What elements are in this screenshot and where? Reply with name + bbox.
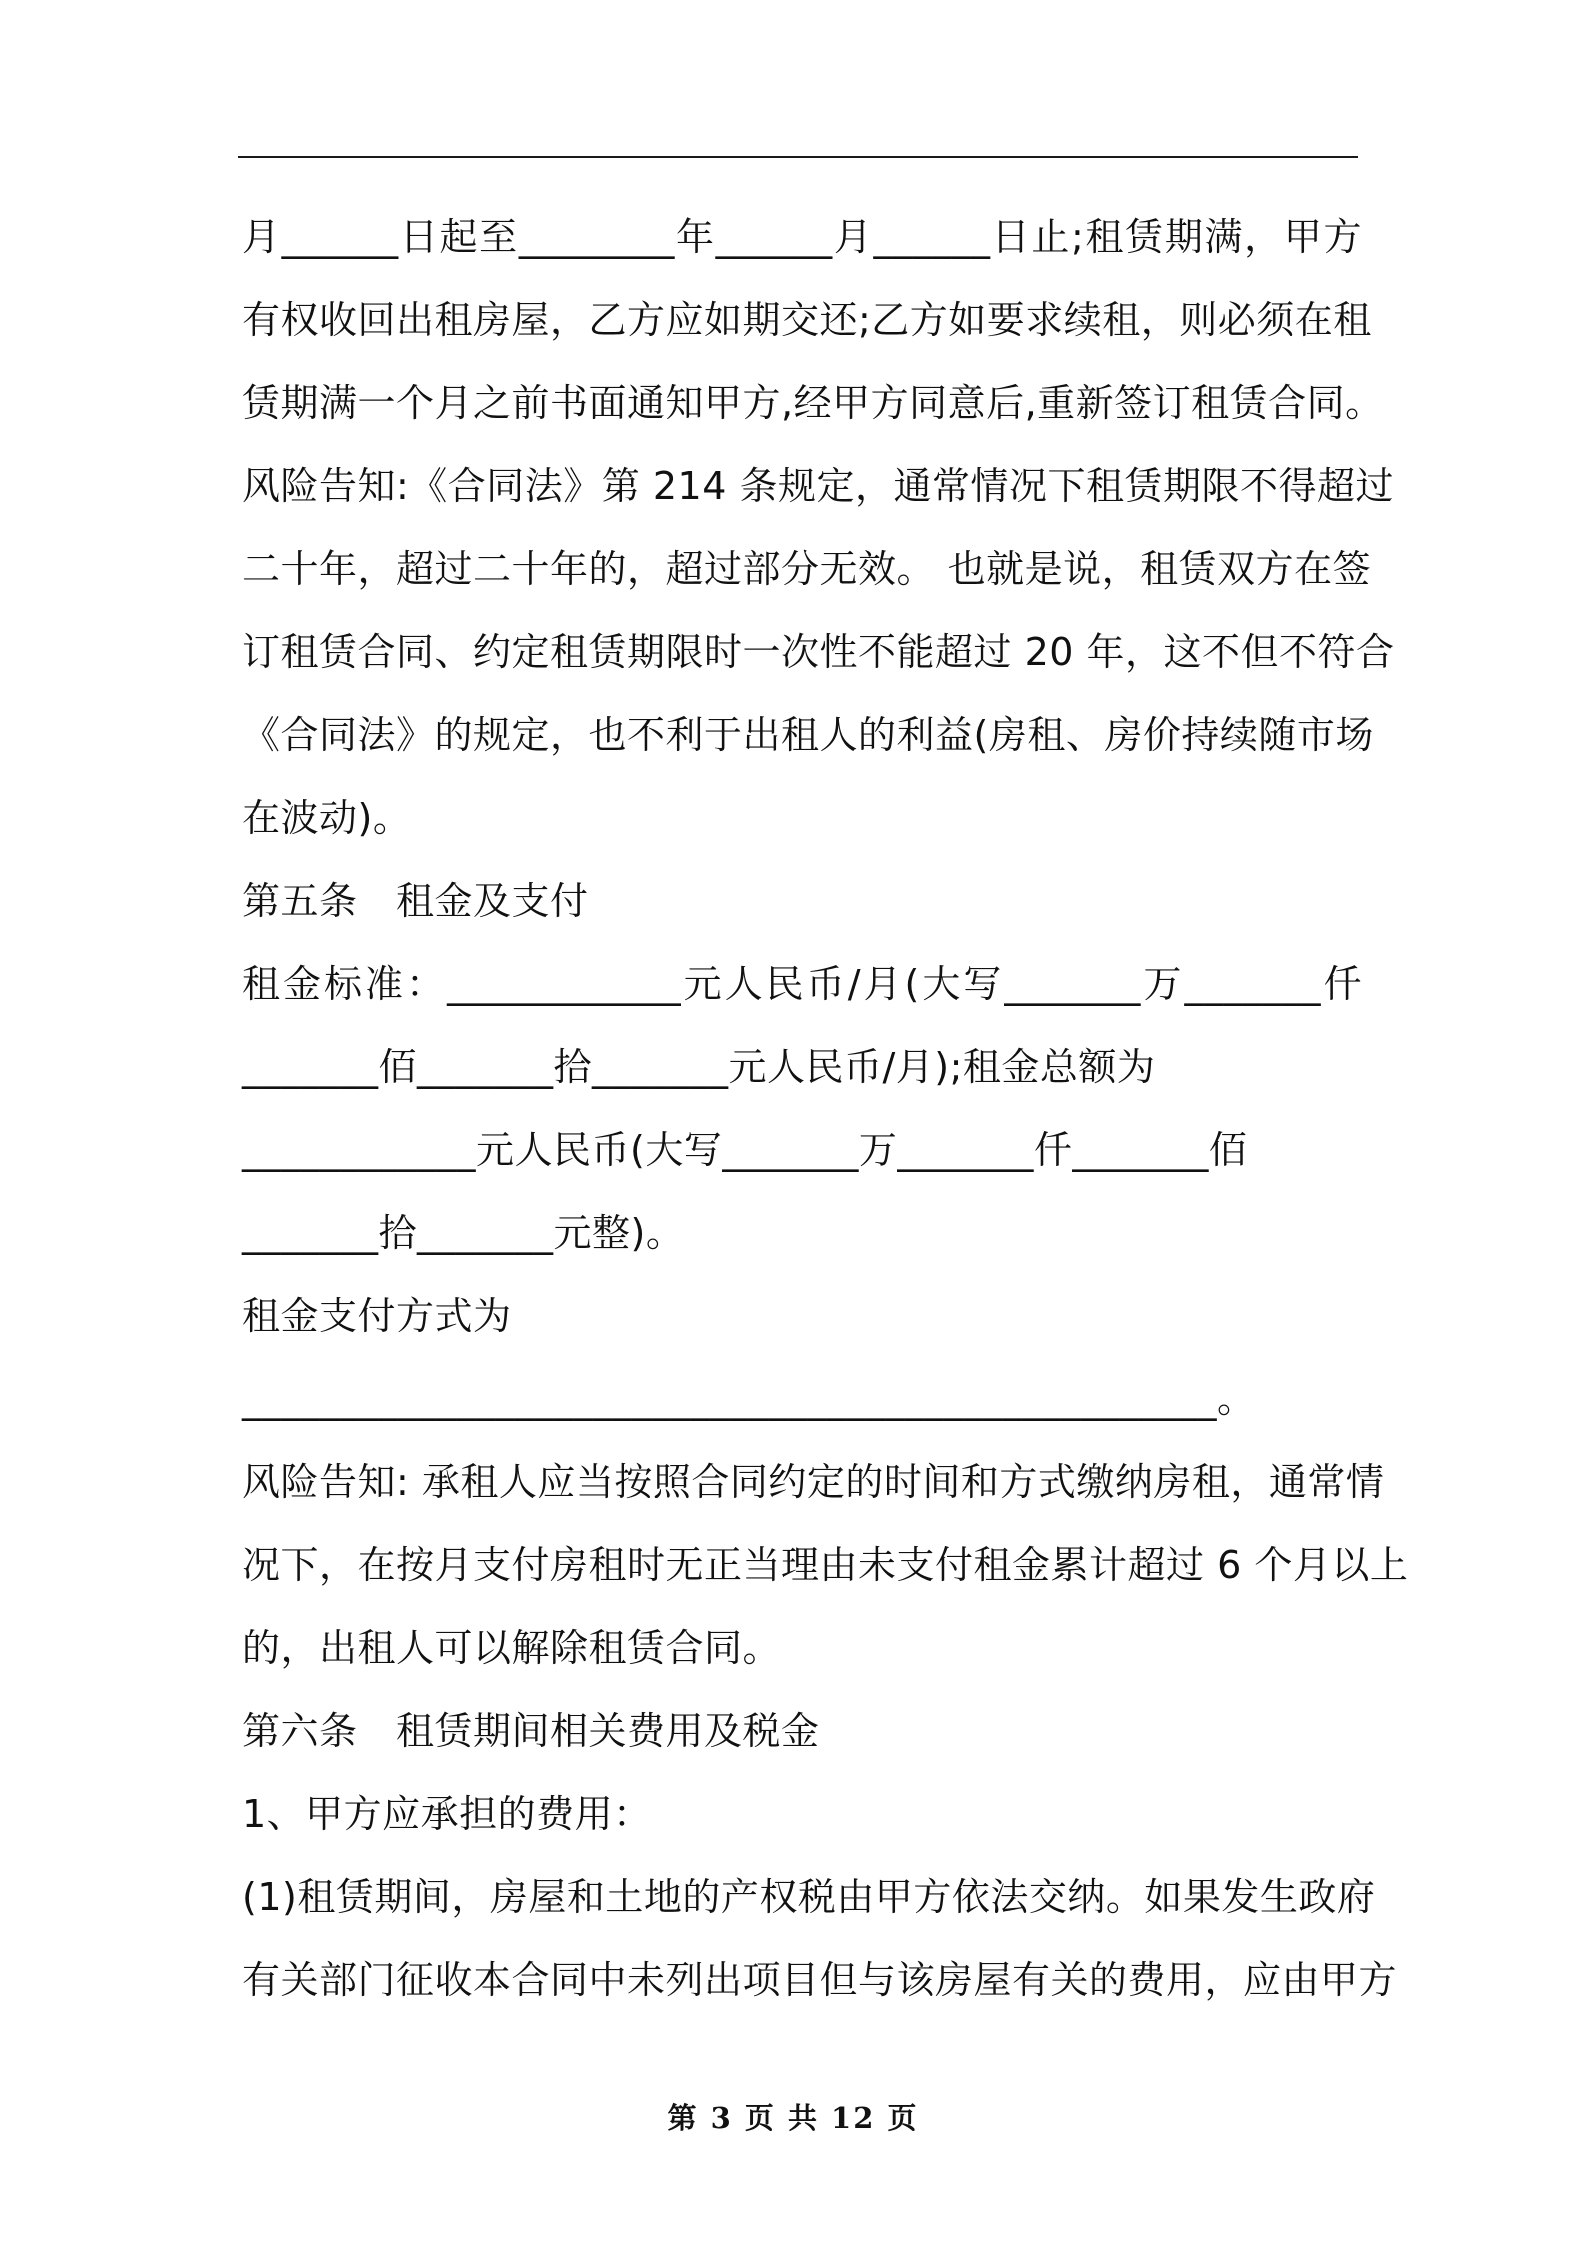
document-body [242,196,1409,2022]
text-line: _______佰_______拾_______元人民币/月);租金总额为 [242,1045,1156,1089]
text-line: 二十年，超过二十年的，超过部分无效。 也就是说，租赁双方在签 [242,547,1372,591]
header-rule [238,156,1358,158]
text-line: 有权收回出租房屋，乙方应如期交还;乙方如要求续租，则必须在租 [242,298,1372,342]
text-line: 有关部门征收本合同中未列出项目但与该房屋有关的费用，应由甲方 [242,1958,1398,2002]
text-line: _______拾_______元整)。 [242,1211,685,1255]
article-heading: 第五条 租金及支付 [242,879,589,923]
text-line: 《合同法》的规定，也不利于出租人的利益(房租、房价持续随市场 [242,713,1374,757]
article-heading: 第六条 租赁期间相关费用及税金 [242,1709,820,1753]
text-line: 况下，在按月支付房租时无正当理由未支付租金累计超过 6 个月以上 [242,1543,1409,1587]
text-line: (1)租赁期间，房屋和土地的产权税由甲方依法交纳。如果发生政府 [242,1875,1376,1919]
text-line: 的，出租人可以解除租赁合同。 [242,1626,782,1670]
text-line: 月______日起至________年______月______日止;租赁期满，甲方 [242,215,1362,259]
payment-method-label: 租金支付方式为 [242,1294,512,1338]
text-line: 订租赁合同、约定租赁期限时一次性不能超过 20 年，这不但不符合 [242,630,1395,674]
payment-method-blank: __________________________________________________。 [242,1377,1256,1421]
text-line: 赁期满一个月之前书面通知甲方,经甲方同意后,重新签订租赁合同。 [242,381,1384,425]
risk-notice-line: 风险告知: 承租人应当按照合同约定的时间和方式缴纳房租，通常情 [242,1460,1385,1504]
rent-standard-line: 租金标准：____________元人民币/月(大写_______万_______仟 [242,962,1362,1006]
clause-heading: 1、甲方应承担的费用： [242,1792,652,1836]
risk-notice-line: 风险告知:《合同法》第 214 条规定，通常情况下租赁期限不得超过 [242,464,1394,508]
rent-total-line: ____________元人民币(大写_______万_______仟_______佰 [242,1128,1248,1172]
page-number-footer: 第 3 页 共 12 页 [667,2101,919,2135]
text-line: 在波动)。 [242,796,412,840]
